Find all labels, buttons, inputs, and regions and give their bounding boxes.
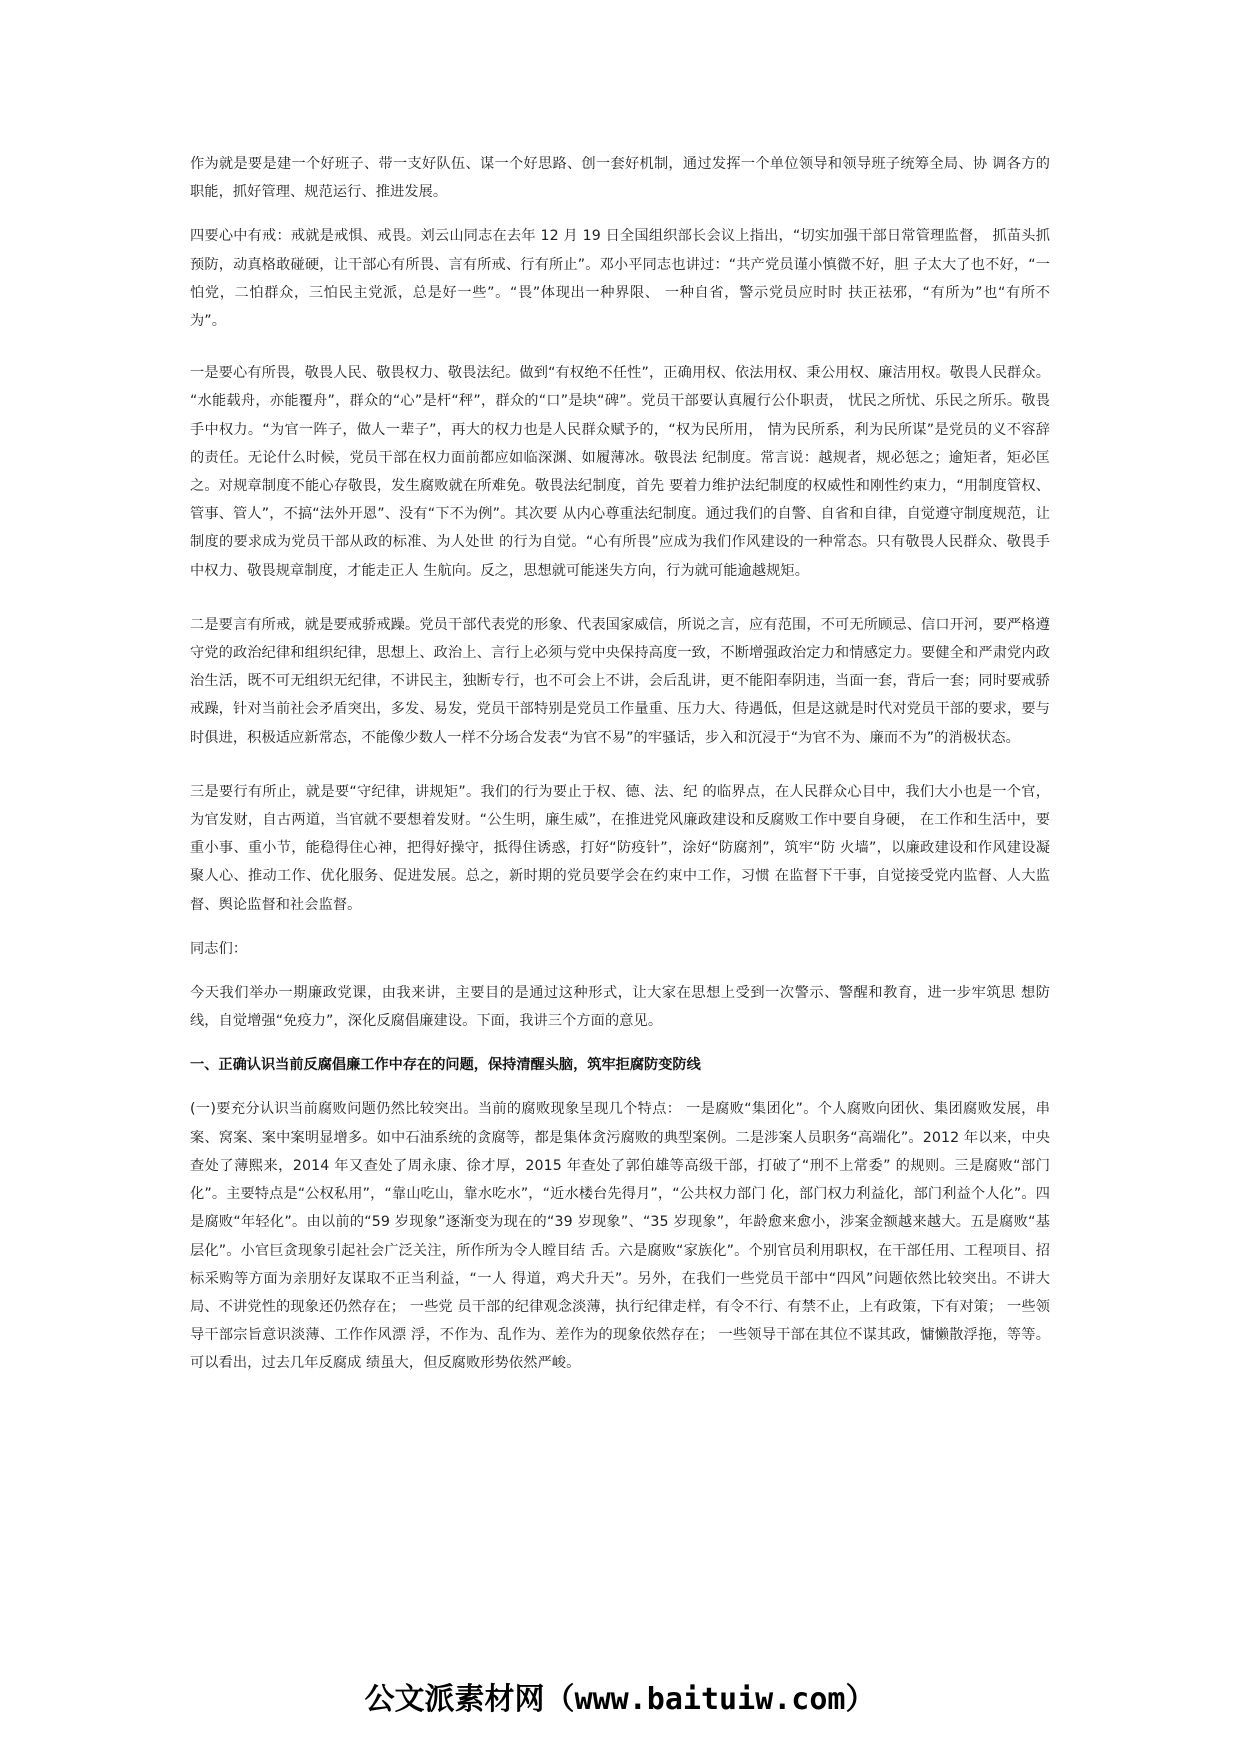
paragraph-introduction: 今天我们举办一期廉政党课，由我来讲，主要目的是通过这种形式，让大家在思想上受到一次警示、警醒和教育，进一步牢筑思 想防线，自觉增强“免疫力”，深化反腐倡廉建设。下面，我讲三个方面的意见。 — [190, 985, 1050, 1030]
paragraph-salutation: 同志们： — [190, 940, 248, 957]
paragraph-speech-caution: 二是要言有所戒，就是要戒骄戒躁。党员干部代表党的形象、代表国家威信，所说之言，应有范围，不可无所顾忌、信口开河，要严格遵守党的政治纪律和组织纪律，思想上、政治上、言行上必须与党中央保持高度一致，不断增强政治定力和情感定力。要健全和严肃党内政治生活，既不可无组织无纪律，不讲民主，独断专行，也不可会上不讲，会后乱讲，更不能阳奉阴违，当面一套，背后一套；同时要戒骄戒躁，针对当前社会矛盾突出，多发、易发，党员干部特别是党员工作量重、压力大、待遇低，但是这就是时代对党员干部的要求，要与时俱进，积极适应新常态，不能像少数人一样不分场合发表“为官不易”的牢骚话，步入和沉浸于“为官不为、廉而不为”的消极状态。 — [190, 616, 1050, 746]
section-heading: 一、正确认识当前反腐倡廉工作中存在的问题，保持清醒头脑，筑牢拒腐防变防线 — [190, 1057, 701, 1074]
paragraph-conduct-limits: 三是要行有所止，就是要“守纪律，讲规矩”。我们的行为要止于权、德、法、纪 的临界点，在人民群众心目中，我们大小也是一个官，为官发财，自古两道，当官就不要想着发财。“公生明，廉生威”，在推进党风廉政建设和反腐败工作中要自身硬， 在工作和生活中，要重小事、重小节，能稳得住心神，把得好操守，抵得住诱惑，打好“防疫针”，涂好“防腐剂”，筑牢“防 火墙”，以廉政建设和作风建设凝聚人心、推动工作、优化服务、促进发展。总之，新时期的党员要学会在约束中工作，习惯 在监督下干事，自觉接受党内监督、人大监督、舆论监督和社会监督。 — [190, 783, 1050, 913]
footer-watermark: 公文派素材网（www.baituiw.com） — [364, 1682, 876, 1717]
paragraph-corruption-trends: (一)要充分认识当前腐败问题仍然比较突出。当前的腐败现象呈现几个特点： 一是腐败“集团化”。个人腐败向团伙、集团腐败发展，串案、窝案、案中案明显增多。如中石油系统的贪腐等，都是集体贪污腐败的典型案例。二是涉案人员职务“高端化”。2012 年以来，中央查处了薄熙来，2014 年又查处了周永康、徐才厚，2015 年查处了郭伯雄等高级干部，打破了“刑不上常委” 的规则。三是腐败“部门化”。主要特点是“公权私用”，“靠山吃山，靠水吃水”，“近水楼台先得月”，“公共权力部门 化，部门权力利益化，部门利益个人化”。四是腐败“年轻化”。由以前的“59 岁现象”逐渐变为现在的“39 岁现象”、“35 岁现象”，年龄愈来愈小，涉案金额越来越大。五是腐败“基层化”。小官巨贪现象引起社会广泛关注，所作所为令人瞠目结 舌。六是腐败“家族化”。个别官员利用职权，在干部任用、工程项目、招标采购等方面为亲朋好友谋取不正当利益，“一人 得道，鸡犬升天”。另外，在我们一些党员干部中“四风”问题依然比较突出。不讲大局、不讲党性的现象还仍然存在； 一些党 员干部的纪律观念淡薄，执行纪律走样，有令不行、有禁不止，上有政策，下有对策； 一些领导干部宗旨意识淡薄、工作作风漂 浮，不作为、乱作为、差作为的现象依然存在； 一些领导干部在其位不谋其政，慵懒散浮拖，等等。可以看出，过去几年反腐成 绩虽大，但反腐败形势依然严峻。 — [190, 1101, 1050, 1372]
document-body — [190, 150, 1055, 1378]
paragraph-vigilance: 四要心中有戒：戒就是戒惧、戒畏。刘云山同志在去年 12 月 19 日全国组织部长会议上指出，“切实加强干部日常管理监督， 抓苗头抓预防，动真格敢碰硬，让干部心有所畏、言有所戒、行有所止”。邓小平同志也讲过：“共产党员谨小慎微不好，胆 子太大了也不好，“一怕党，二怕群众，三怕民主党派，总是好一些”。“畏”体现出一种界限、 一种自省，警示党员应时时 扶正祛邪，“有所为”也“有所不为”。 — [190, 228, 1050, 330]
paragraph-awe: 一是要心有所畏，敬畏人民、敬畏权力、敬畏法纪。做到“有权绝不任性”，正确用权、依法用权、秉公用权、廉洁用权。敬畏人民群众。 “水能载舟，亦能覆舟”，群众的“心”是杆“秤”，群众的“口”是块“碑”。党员干部要认真履行公仆职责， 忧民之所忧、乐民之所乐。敬畏手中权力。“为官一阵子，做人一辈子”，再大的权力也是人民群众赋予的，“权为民所用， 情为民所系，利为民所谋”是党员的义不容辞的责任。无论什么时候，党员干部在权力面前都应如临深渊、如履薄冰。敬畏法 纪制度。常言说：越规者，规必惩之；逾矩者，矩必匡之。对规章制度不能心存敬畏，发生腐败就在所难免。敬畏法纪制度，首先 要着力维护法纪制度的权威性和刚性约束力，“用制度管权、管事、管人”，不搞“法外开恩”、没有“下不为例”。其次要 从内心尊重法纪制度。通过我们的自警、自省和自律，自觉遵守制度规范，让制度的要求成为党员干部从政的标准、为人处世 的行为自觉。“心有所畏”应成为我们作风建设的一种常态。只有敬畏人民群众、敬畏手中权力、敬畏规章制度，才能走正人 生航向。反之，思想就可能迷失方向，行为就可能逾越规矩。 — [190, 365, 1055, 579]
paragraph-leadership: 作为就是要是建一个好班子、带一支好队伍、谋一个好思路、创一套好机制，通过发挥一个单位领导和领导班子统筹全局、协 调各方的职能，抓好管理、规范运行、推进发展。 — [190, 156, 1050, 201]
